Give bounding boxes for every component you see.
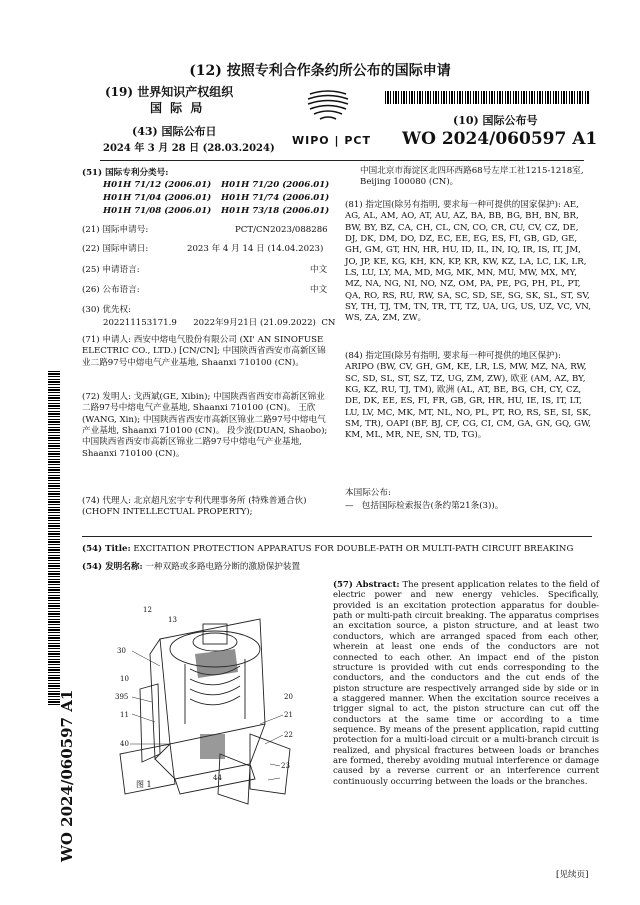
abstract [333,580,599,787]
side-barcode [48,370,60,705]
designated-states: (81) 指定国(除另有指明, 要求每一种可提供的国家保护): AE, AG, AL, AM, AO, AT, AU, AZ, BA, BB, BG, BH, BN, BR, BW, BY, BZ, CA, CH, CL, CN, CO, CR, CU, CV, CZ, DE, DJ, DK, DM, DO, DZ, EC, EE, EG, ES, FI, GB, GD, GE, GH, GM, GT, HN, HR, HU, ID, IL, IN, IQ, IR, IS, IT, JM, JO, JP, KE, KG, KH, KN, KP, KR, KW, KZ, LA, LC, LK, LR, LS, LU, LY, MA, MD, MG, MK, MN, MU, MW, MX, MY, MZ, NA, NG, NI, NO, NZ, OM, PA, PE, PG, PH, PL, PT, QA, RO, RS, RU, RW, SA, SC, SD, SE, SG, SK, SL, ST, SV, SY, TH, TJ, TM, TN, TR, TT, TZ, UA, UG, US, UZ, VC, VN, WS, ZA, ZM, ZW。 [345,200,591,324]
filing-lang-label: (25) 申请语言: [82,265,140,275]
filing-date: 2023 年 4 月 14 日 (14.04.2023) [187,244,324,254]
title-en: EXCITATION PROTECTION APPARATUS FOR DOUBLE-PATH OR MULTI-PATH CIRCUIT BREAKING [133,544,574,554]
side-pub-number: WO 2024/060597 A1 [58,689,76,862]
priority-value: 202211153171.9 2022年9月21日 (21.09.2022) CN [103,318,336,328]
figure-caption: 图 1 [136,780,152,789]
figure-label-21: 21 [284,711,293,719]
figure-label-40: 40 [120,740,129,748]
ipc-4: H01H 71/74 (2006.01) [221,193,330,203]
figure-label-12: 12 [143,606,152,614]
ipc-label: (51) 国际专利分类号: [82,168,169,178]
priority-label: (30) 优先权: [82,305,132,315]
figure-label-395: 395 [115,693,129,701]
barcode [385,91,589,104]
wipo-pct-logo-text: WIPO | PCT [292,134,371,147]
header-divider [100,160,584,161]
continued-note: [见续页] [556,870,589,880]
filing-lang: 中文 [310,265,328,275]
org-name: (19) 世界知识产权组织 [105,85,234,99]
ipc-3: H01H 71/04 (2006.01) [103,193,212,203]
abstract-label: (57) Abstract: [333,580,400,590]
pub-number: WO 2024/060597 A1 [402,129,598,149]
pub-date-label: (43) 国际公布日 [132,125,217,138]
ipc-6: H01H 73/18 (2006.01) [221,206,330,216]
title-cn-label: (54) 发明名称: [82,562,143,572]
applicant: (71) 申请人: 西安中熔电气股份有限公司 (XI' AN SINOFUSE ELECTRIC CO., LTD.) [CN/CN]; 中国陕西省西安市高新区锦业二路97号中熔电气产业基地, Shaanxi 710100 (CN)。 [82,335,326,368]
figure-label-22: 22 [284,731,293,739]
pub-lang: 中文 [310,285,328,295]
ipc-5: H01H 71/08 (2006.01) [103,206,212,216]
figure-label-23: 23 [281,762,290,770]
title-divider [82,536,592,537]
agent-address: 中国北京市海淀区北四环西路68号左岸工社1215-1218室, Beijing 100080 (CN)。 [360,166,584,188]
figure-label-44: 44 [213,774,222,782]
pub-date: 2024 年 3 月 28 日 (28.03.2024) [103,143,275,154]
figure-label-30: 30 [117,647,126,655]
inventors: (72) 发明人: 戈西斌(GE, Xibin); 中国陕西省西安市高新区锦业二路97号中熔电气产业基地, Shaanxi 710100 (CN)。 王欣(WANG, Xin); 中国陕西省西安市高新区锦业二路97号中熔电气产业基地, Shaanxi 710100 (CN)。 段少波(DUAN, Shaobo); 中国陕西省西安市高新区锦业二路97号中熔电气产业基地, Shaanxi 710100 (CN)。 [82,392,328,459]
pub-lang-label: (26) 公布语言: [82,285,140,295]
figure-label-13: 13 [168,616,177,624]
ipc-2: H01H 71/20 (2006.01) [221,180,330,190]
designated-regions: (84) 指定国(除另有指明, 要求每一种可提供的地区保护): ARIPO (BW, CV, GH, GM, KE, LR, LS, MW, MZ, NA, RW, SC, SD, SL, ST, SZ, TZ, UG, ZM, ZW), 欧亚 (AM, AZ, BY, KG, KZ, RU, TJ, TM), 欧洲 (AL, AT, BE, BG, CH, CY, CZ, DE, DK, EE, ES, FI, FR, GB, GR, HR, HU, IE, IS, IT, LT, LU, LV, MC, MK, MT, NL, NO, PL, PT, RO, RS, SE, SI, SK, SM, TR), OAPI (BF, BJ, CF, CG, CI, CM, GA, GN, GQ, GW, KM, ML, MR, NE, SN, TD, TG)。 [345,351,592,441]
pub-number-label: (10) 国际公布号 [453,114,538,127]
published-label: 本国际公布: [345,488,391,498]
org-bureau: 国 际 局 [150,101,205,115]
ipc-1: H01H 71/12 (2006.01) [103,180,212,190]
title-cn-row [82,562,300,573]
figure-label-20: 20 [284,693,293,701]
filing-date-label: (22) 国际申请日: [82,244,149,254]
title-en-row [82,544,573,555]
figure-label-10: 10 [120,675,129,683]
intl-app-no: PCT/CN2023/088286 [235,225,328,235]
figure-1 [100,594,325,819]
figure-label-11: 11 [120,711,129,719]
published-item: — 包括国际检索报告(条约第21条(3))。 [345,501,504,511]
intl-app-no-label: (21) 国际申请号: [82,225,149,235]
abstract-text: The present application relates to the field of electric power and new energy vehicles. Specifically, provided is an excitation protection apparatus for double-path or multi-path circuit breaking. The apparatus comprises an excitation source, a piston structure, and at least two conductors, which are arranged spaced from each other, wherein at least one ends of the conductors are not connected to each other. An impact end of the piston structure is provided with cut ends corresponding to the conductors, and the conductors and the cut ends of the piston structure are respectively arranged side by side or in a staggered manner. When the excitation source receives a trigger signal to act, the piston structure can cut off the conductors at the same time or according to a time sequence. By means of the present application, rapid cutting protection for a multi-load circuit or a multi-branch circuit is realized, and physical fractures between loads or branches are formed, thereby avoiding mutual interference or damage caused by a reverse current or an interference current continuously occurring between the loads or the branches. [333,580,599,787]
agent: (74) 代理人: 北京超凡宏宇专利代理事务所 (特殊普通合伙) (CHOFN INTELLECTUAL PROPERTY); [82,496,307,518]
title-cn: 一种双路或多路电路分断的激励保护装置 [145,562,301,572]
document-title: (12) 按照专利合作条约所公布的国际申请 [189,63,451,79]
title-en-label: (54) Title: [82,544,131,554]
